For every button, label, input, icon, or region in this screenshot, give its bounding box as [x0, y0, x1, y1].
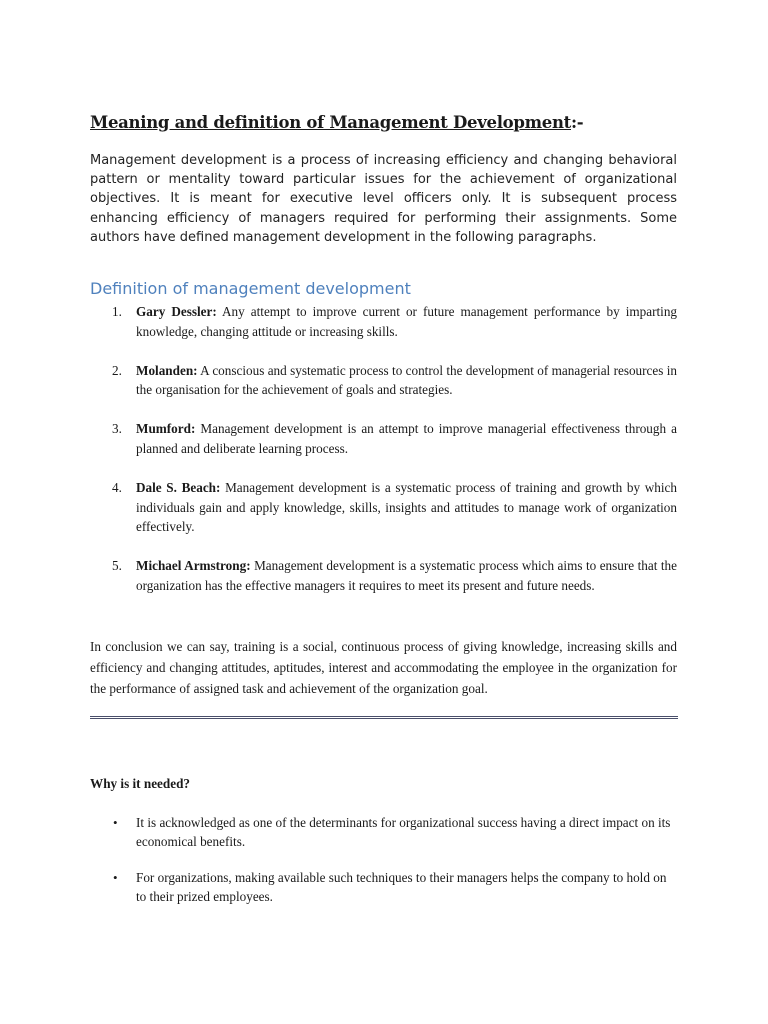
definition-text: Any attempt to improve current or future management performance by imparting knowledge, changing attitude or increasing skills.	[136, 304, 678, 339]
author-name: Dale S. Beach:	[136, 479, 221, 495]
page-title	[90, 113, 690, 132]
author-name: Mumford:	[136, 421, 196, 437]
bullet-icon: •	[113, 870, 118, 885]
author-name: Molanden:	[136, 362, 198, 378]
definition-text: A conscious and systematic process to control the development of managerial resources in the organisation for the achievement of goals and strategies.	[136, 362, 677, 398]
definitions-list	[90, 302, 677, 615]
page-title-suffix: :-	[571, 113, 584, 132]
bullet-item	[90, 868, 677, 906]
intro-paragraph: Management development is a process of increasing efficiency and changing behavioral pattern or mentality toward particular issues for the achievement of organizational objectives. It is meant for executive level officers only. It is subsequent process enhancing efficiency of managers required for performing their assignments. Some authors have defined management development in the following paragraphs.	[90, 153, 677, 245]
definitions-heading: Definition of management development	[90, 279, 411, 298]
item-number: 4.	[112, 479, 122, 495]
author-name: Michael Armstrong:	[136, 558, 251, 574]
page-title-text: Meaning and definition of Management Development	[90, 113, 571, 132]
bullet-item	[90, 813, 677, 851]
definition-text: Management development is an attempt to improve managerial effectiveness through a planned and deliberate learning process.	[136, 421, 677, 456]
conclusion-paragraph: In conclusion we can say, training is a social, continuous process of giving knowledge, increasing skills and efficiency and changing attitudes, aptitudes, interest and accommodating the employee in the organization for the performance of assigned task and achievement of the organization goal.	[90, 639, 677, 696]
needs-bullet-list	[90, 813, 677, 923]
definition-item	[90, 556, 677, 596]
item-number: 1.	[112, 304, 122, 319]
item-number: 3.	[112, 421, 122, 437]
bullet-text: For organizations, making available such techniques to their managers helps the company to hold on to their prized employees.	[136, 870, 667, 904]
section-divider	[90, 716, 678, 719]
bullet-text: It is acknowledged as one of the determinants for organizational success having a direct impact on its economical benefits.	[136, 815, 671, 849]
bullet-icon: •	[113, 815, 118, 830]
definition-item	[90, 361, 677, 401]
item-number: 2.	[112, 362, 122, 378]
definition-text: Management development is a systematic process which aims to ensure that the organization has the effective managers it requires to meet its present and future needs.	[136, 558, 677, 593]
item-number: 5.	[112, 558, 122, 574]
definition-item	[90, 478, 677, 537]
definition-item	[90, 302, 677, 342]
definition-text: Management development is a systematic process of training and growth by which individuals gain and apply knowledge, skills, insights and attitudes to manage work of organization effectively.	[136, 479, 677, 535]
author-name: Gary Dessler:	[136, 304, 217, 319]
why-heading: Why is it needed?	[90, 776, 191, 791]
definition-item	[90, 419, 677, 459]
